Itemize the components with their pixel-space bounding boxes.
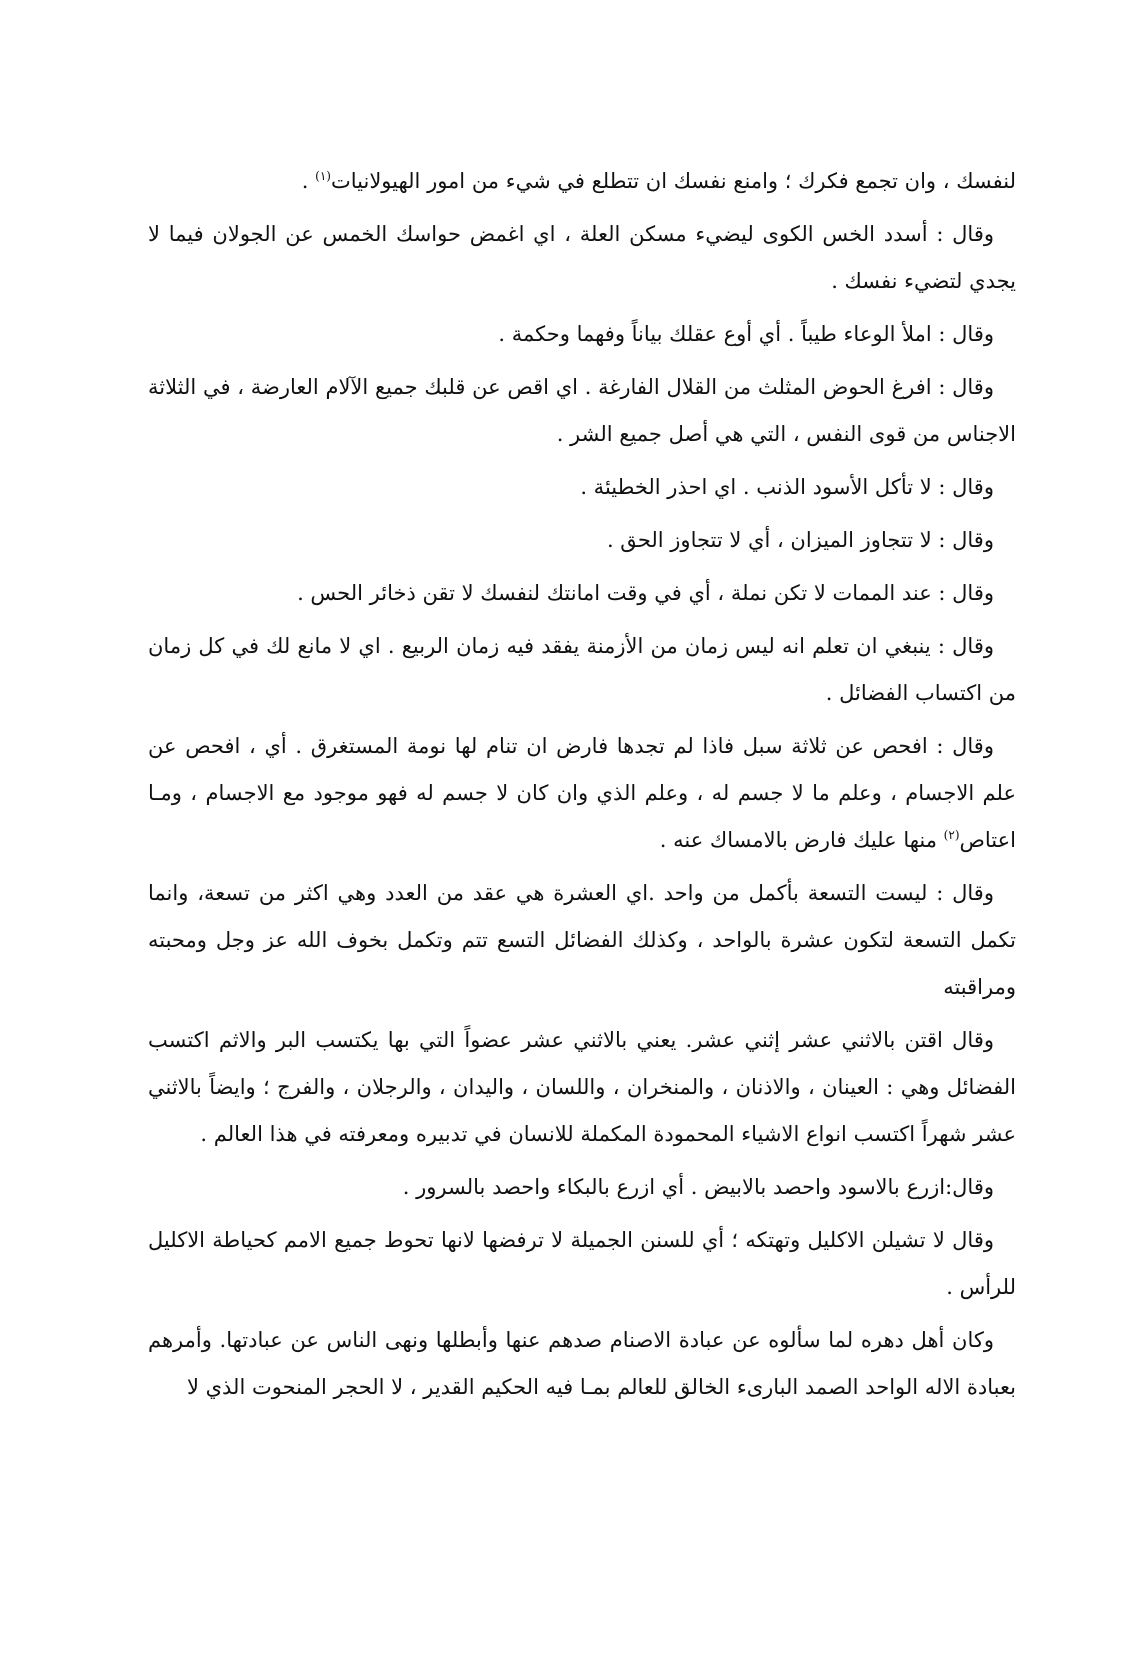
paragraph-tail: منها عليك فارض بالامساك عنه .	[659, 828, 944, 852]
paragraph: وقال : ليست التسعة بأكمل من واحد .اي العشرة هي عقد من العدد وهي اكثر من تسعة، وانما تكمل التسعة لتكون عشرة بالواحد ، وكذلك الفضائل التسع تتم وتكمل بخوف الله عز وجل ومحبته ومراقبته	[148, 881, 1016, 999]
paragraph: وقال : أسدد الخس الكوى ليضيء مسكن العلة ، اي اغمض حواسك الخمس عن الجولان فيما لا يجدي لتضيء نفسك .	[148, 222, 1016, 293]
paragraph: وقال لا تشيلن الاكليل وتهتكه ؛ أي للسنن الجميلة لا ترفضها لانها تحوط جميع الامم كحياطة الاكليل للرأس .	[148, 1228, 1016, 1299]
paragraph-text: لنفسك ، وان تجمع فكرك ؛ وامنع نفسك ان تتطلع في شيء من امور الهيولانيات	[330, 169, 1016, 193]
paragraph-text: وقال : افحص عن ثلاثة سبل فاذا لم تجدها فارض ان تنام لها نومة المستغرق . أي ، افحص عن علم الاجسام ، وعلم ما لا جسم له ، وعلم الذي وان كان لا جسم له فهو موجود مع الاجسام ، ومـا اعتاص	[148, 734, 1016, 852]
paragraph	[148, 723, 1016, 864]
paragraph: وقال : عند الممات لا تكن نملة ، أي في وقت امانتك لنفسك لا تقن ذخائر الحس .	[297, 581, 994, 605]
paragraph: وقال : افرغ الحوض المثلث من القلال الفارغة . اي اقص عن قلبك جميع الآلام العارضة ، في الثلاثة الاجناس من قوى النفس ، التي هي أصل جميع الشر .	[148, 375, 1016, 446]
paragraph-continuation	[148, 158, 1016, 205]
paragraph: وقال : املأ الوعاء طيباً . أي أوع عقلك بياناً وفهما وحكمة .	[498, 322, 994, 346]
paragraph: وقال : لا تأكل الأسود الذنب . اي احذر الخطيئة .	[580, 475, 994, 499]
paragraph-tail: .	[301, 169, 316, 193]
footnote-ref-1: (١)	[315, 169, 331, 183]
paragraph: وقال:ازرع بالاسود واحصد بالابيض . أي ازرع بالبكاء واحصد بالسرور .	[402, 1175, 994, 1199]
body-text	[148, 158, 1016, 1417]
paragraph: وقال اقتن بالاثني عشر إثني عشر. يعني بالاثني عشر عضواً التي بها يكتسب البر والاثم اكتسب الفضائل وهي : العينان ، والاذنان ، والمنخران ، واللسان ، واليدان ، والرجلان ، والفرج ؛ وايضاً بالاثني عشر شهراً اكتسب انواع الاشياء المحمودة المكملة للانسان في تدبيره ومعرفته في هذا العالم .	[148, 1028, 1016, 1146]
paragraph: وقال : لا تتجاوز الميزان ، أي لا تتجاوز الحق .	[606, 528, 994, 552]
footnote-ref-2: (٢)	[943, 828, 960, 842]
paragraph: وكان أهل دهره لما سألوه عن عبادة الاصنام صدهم عنها وأبطلها ونهى الناس عن عبادتها. وأمرهم بعبادة الاله الواحد الصمد البارىء الخالق للعالم بمـا فيه الحكيم القدير ، لا الحجر المنحوت الذي لا	[148, 1328, 1016, 1399]
paragraph: وقال : ينبغي ان تعلم انه ليس زمان من الأزمنة يفقد فيه زمان الربيع . اي لا مانع لك في كل زمان من اكتساب الفضائل .	[148, 634, 1016, 705]
